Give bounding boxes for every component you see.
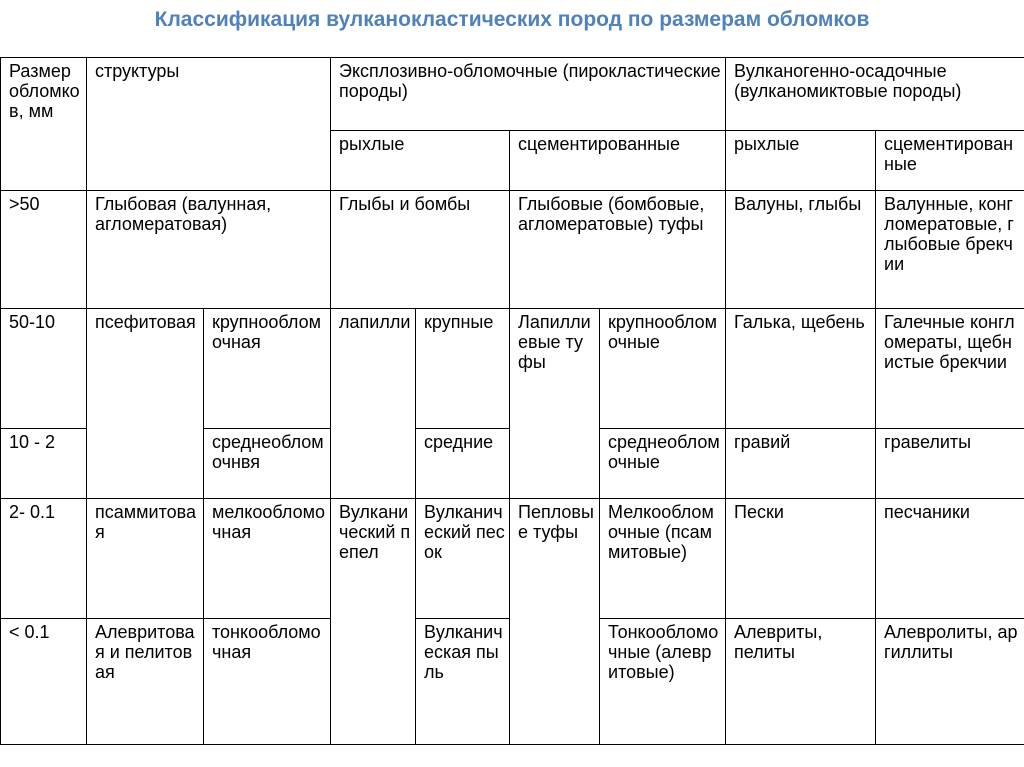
row-substructure: мелкообломочная	[212, 502, 325, 542]
row-vol-cemented: Валунные, конгломератовые, глыбовые брекчии	[884, 194, 1014, 274]
row-size: >50	[9, 194, 40, 214]
header-size-cell	[1, 58, 87, 191]
row-exp-loose-cell	[331, 309, 416, 499]
row-substructure-cell	[204, 309, 331, 429]
row-substructure-cell	[204, 499, 331, 619]
row-exp-cemented: Пепловые туфы	[518, 502, 594, 542]
row-exp-cemented-sub-cell	[600, 309, 726, 429]
row-exp-loose-cell	[331, 191, 510, 309]
header-structures-cell	[87, 58, 331, 191]
row-size-cell	[1, 309, 87, 429]
row-exp-loose: лапилли	[339, 312, 411, 332]
row-exp-cemented: Лапиллиевые туфы	[518, 312, 591, 372]
row-exp-cemented-sub-cell	[600, 429, 726, 499]
row-substructure: тонкообломочная	[212, 622, 321, 662]
row-vol-loose-cell	[726, 191, 876, 309]
row-vol-cemented: песчаники	[884, 502, 970, 522]
row-vol-loose: Галька, щебень	[734, 312, 865, 332]
row-exp-loose-sub: Вулканический песок	[424, 502, 505, 562]
header-vol-cemented-cell	[876, 131, 1024, 191]
classification-table	[0, 57, 1024, 745]
row-vol-loose-cell	[726, 619, 876, 745]
row-vol-cemented-cell	[876, 429, 1024, 499]
row-structure: Алевритовая и пелитовая	[95, 622, 195, 682]
row-size: 50-10	[9, 312, 56, 332]
header-volcanogenic: Вулканогенно-осадочные (вулканомиктовые породы)	[734, 61, 962, 101]
row-vol-cemented: Алевролиты, аргиллиты	[884, 622, 1018, 662]
row-size-cell	[1, 499, 87, 619]
row-exp-loose-sub-cell	[416, 619, 510, 745]
header-size: Размер обломков, мм	[9, 61, 80, 121]
row-vol-cemented-cell	[876, 619, 1024, 745]
header-explosive-cell	[331, 58, 726, 131]
row-structure-cell	[87, 619, 204, 745]
row-size-cell	[1, 191, 87, 309]
row-substructure-cell	[204, 619, 331, 745]
row-vol-cemented: гравелиты	[884, 432, 972, 452]
row-vol-cemented: Галечные конгломераты, щебнистые брекчии	[884, 312, 1015, 372]
row-exp-cemented-sub: среднеобломочные	[608, 432, 720, 472]
row-exp-loose-sub-cell	[416, 499, 510, 619]
header-exp-loose: рыхлые	[339, 134, 405, 154]
row-exp-cemented-sub: Мелкообломочные (псаммитовые)	[608, 502, 714, 562]
header-vol-loose: рыхлые	[734, 134, 800, 154]
row-exp-loose-sub: Вулканическая пыль	[424, 622, 503, 682]
row-exp-cemented-sub-cell	[600, 499, 726, 619]
row-vol-loose: Пески	[734, 502, 784, 522]
row-structure: псефитовая	[95, 312, 196, 332]
row-exp-cemented-sub: Тонкообломочные (алевритовые)	[608, 622, 719, 682]
header-explosive: Эксплозивно-обломочные (пирокластические породы)	[339, 61, 721, 101]
row-structure: Глыбовая (валунная, агломератовая)	[95, 194, 272, 234]
row-exp-cemented-sub: крупнообломочные	[608, 312, 717, 352]
row-exp-loose-sub-cell	[416, 309, 510, 429]
row-exp-cemented-cell	[510, 309, 600, 499]
row-exp-cemented-sub-cell	[600, 619, 726, 745]
header-exp-cemented-cell	[510, 131, 726, 191]
row-size-cell	[1, 619, 87, 745]
page-title: Классификация вулканокластических пород по размерам обломков	[154, 8, 870, 31]
header-structures: структуры	[95, 61, 180, 81]
header-vol-loose-cell	[726, 131, 876, 191]
row-exp-loose-cell	[331, 499, 416, 745]
row-exp-loose: Глыбы и бомбы	[339, 194, 471, 214]
row-vol-cemented-cell	[876, 309, 1024, 429]
row-size: < 0.1	[9, 622, 50, 642]
row-vol-loose: Алевриты, пелиты	[734, 622, 823, 662]
header-exp-cemented: сцементированные	[518, 134, 680, 154]
row-structure-cell	[87, 499, 204, 619]
row-size: 10 - 2	[9, 432, 56, 452]
row-vol-loose-cell	[726, 499, 876, 619]
row-exp-loose-sub: средние	[424, 432, 494, 452]
header-exp-loose-cell	[331, 131, 510, 191]
row-exp-cemented: Глыбовые (бомбовые, агломератовые) туфы	[518, 194, 705, 234]
row-exp-loose-sub-cell	[416, 429, 510, 499]
row-size: 2- 0.1	[9, 502, 56, 522]
header-volcanogenic-cell	[726, 58, 1024, 131]
row-exp-cemented-cell	[510, 191, 726, 309]
row-substructure-cell	[204, 429, 331, 499]
row-exp-loose: Вулканический пепел	[339, 502, 411, 562]
row-structure: псаммитовая	[95, 502, 196, 542]
row-exp-cemented-cell	[510, 499, 600, 745]
row-vol-loose-cell	[726, 429, 876, 499]
header-vol-cemented: сцементированные	[884, 134, 1014, 174]
row-structure-cell	[87, 191, 331, 309]
row-vol-loose: гравий	[734, 432, 791, 452]
row-exp-loose-sub: крупные	[424, 312, 494, 332]
row-vol-loose-cell	[726, 309, 876, 429]
row-substructure: крупнообломочная	[212, 312, 321, 352]
row-substructure: среднеобломочнвя	[212, 432, 324, 472]
row-vol-cemented-cell	[876, 191, 1024, 309]
row-vol-cemented-cell	[876, 499, 1024, 619]
row-size-cell	[1, 429, 87, 499]
row-structure-cell	[87, 309, 204, 499]
row-vol-loose: Валуны, глыбы	[734, 194, 862, 214]
